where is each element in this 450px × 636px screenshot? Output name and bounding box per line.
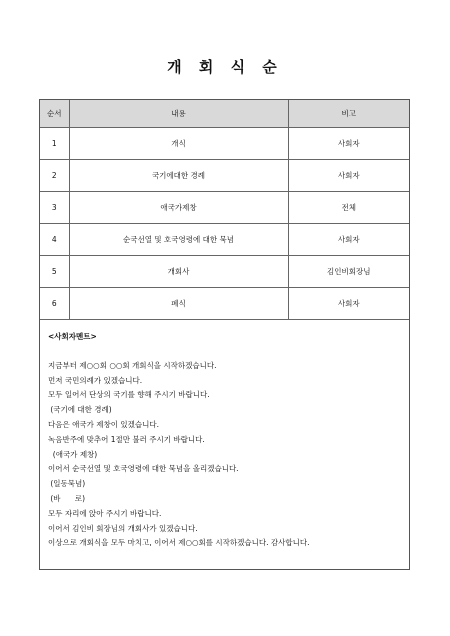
script-line: 다음은 애국가 제창이 있겠습니다. (48, 419, 159, 429)
table-row (40, 192, 409, 224)
table-row (40, 288, 409, 320)
row-note: 사회자 (288, 160, 409, 192)
script-line: 이어서 김인비 회장님의 개회사가 있겠습니다. (48, 523, 198, 533)
row-content: 개회사 (69, 256, 288, 288)
row-order: 1 (40, 128, 69, 160)
row-content: 애국가제창 (69, 192, 288, 224)
header-order: 순서 (40, 100, 69, 128)
table-row (40, 128, 409, 160)
script-line: (국기에 대한 경례) (48, 405, 112, 415)
header-note: 비고 (288, 100, 409, 128)
script-line: 녹음반주에 맞추어 1절만 불러 주시기 바랍니다. (48, 434, 205, 444)
row-order: 2 (40, 160, 69, 192)
host-script (40, 320, 409, 551)
row-order: 6 (40, 288, 69, 320)
row-content: 폐식 (69, 288, 288, 320)
header-content: 내용 (69, 100, 288, 128)
script-line: 이어서 순국선열 및 호국영령에 대한 묵념을 올리겠습니다. (48, 464, 239, 474)
row-content: 국기에대한 경례 (69, 160, 288, 192)
table-row (40, 256, 409, 288)
table-row (40, 224, 409, 256)
script-line: (일동묵념) (48, 479, 86, 489)
row-order: 5 (40, 256, 69, 288)
table-header-row (40, 100, 409, 128)
table-row (40, 160, 409, 192)
row-note: 사회자 (288, 224, 409, 256)
row-note: 사회자 (288, 288, 409, 320)
script-line: 모두 자리에 앉아 주시기 바랍니다. (48, 508, 162, 518)
script-line: (바 로) (48, 493, 86, 503)
row-note: 김인비회장님 (288, 256, 409, 288)
row-note: 전체 (288, 192, 409, 224)
host-script-title: <사회자멘트> (48, 332, 97, 341)
row-note: 사회자 (288, 128, 409, 160)
script-line: 모두 일어서 단상의 국기를 향해 주시기 바랍니다. (48, 390, 210, 400)
program-table (40, 100, 409, 320)
row-content: 순국선열 및 호국영령에 대한 묵념 (69, 224, 288, 256)
row-content: 개식 (69, 128, 288, 160)
script-line: (애국가 제창) (48, 449, 98, 459)
script-line: 먼저 국민의례가 있겠습니다. (48, 375, 143, 385)
script-line: 이상으로 개회식을 모두 마치고, 이어서 제○○회를 시작하겠습니다. 감사합니다. (48, 538, 310, 548)
document-title: 개 회 식 순 (167, 58, 283, 76)
row-order: 4 (40, 224, 69, 256)
row-order: 3 (40, 192, 69, 224)
program-sheet (39, 99, 410, 570)
script-line: 지금부터 제○○회 ○○회 개회식을 시작하겠습니다. (48, 360, 217, 370)
